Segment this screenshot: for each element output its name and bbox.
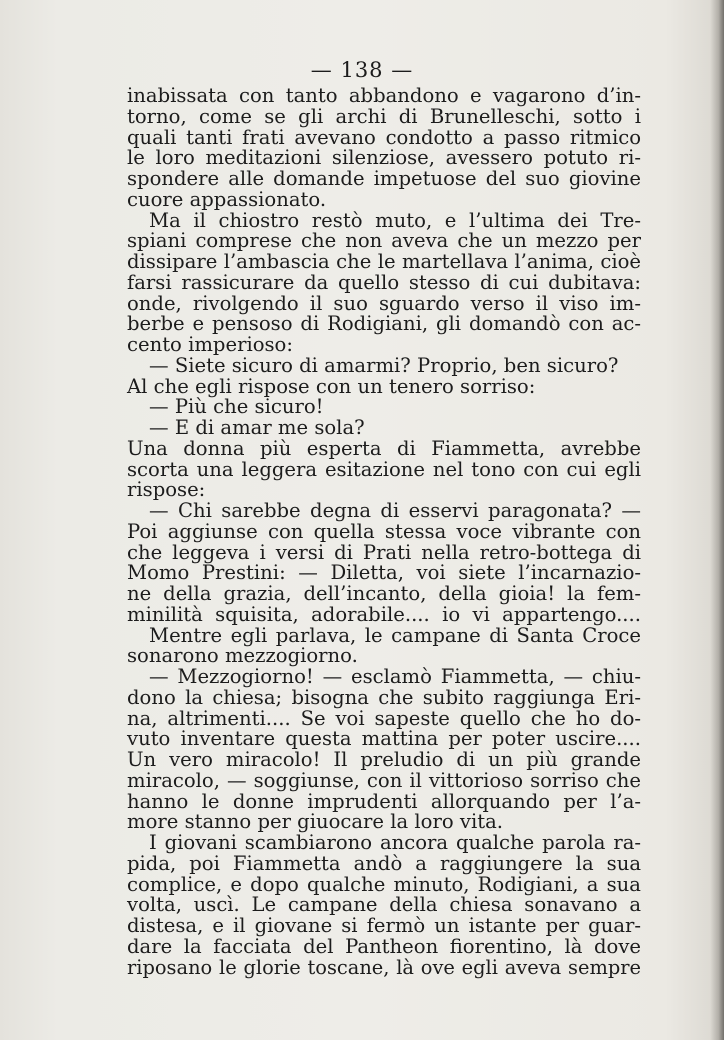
text-line: I giovani scambiarono ancora qualche parola ra- [149,831,641,854]
text-line: — Chi sarebbe degna di esservi paragonata? — [149,499,641,522]
text-line: — Mezzogiorno! — esclamò Fiammetta, — chiu- [149,665,641,688]
text-line: Un vero miracolo! Il preludio di un più grande [127,748,641,771]
text-line: cento imperioso: [127,333,293,356]
text-line: cuore appassionato. [127,187,327,211]
text-line: — Più che sicuro! [149,395,324,419]
text-line: pida, poi Fiammetta andò a raggiungere la sua [127,851,641,875]
text-line: berbe e pensoso di Rodigiani, gli domandò con ac- [127,312,641,336]
text-line: vuto inventare questa mattina per poter uscire.... [127,727,641,751]
text-line: hanno le donne imprudenti allorquando per l’a- [127,789,641,813]
text-line: Una donna più esperta di Fiammetta, avrebbe [127,436,641,460]
text-line: sonarono mezzogiorno. [127,644,358,668]
text-line: dissipare l’ambascia che le martellava l’anima, cioè [127,250,641,273]
text-line: spondere alle domande impetuose del suo giovine [127,167,641,190]
text-line: che leggeva i versi di Prati nella retro-bottega di [127,540,641,564]
text-line: — Siete sicuro di amarmi? Proprio, ben sicuro? [149,353,619,377]
text-line: rispose: [127,478,206,502]
text-line: minilità squisita, adorabile.... io vi appartengo.... [127,602,641,626]
text-line: dono la chiesa; bisogna che subito raggiunga Eri- [127,685,641,709]
page-edge-shadow [710,0,724,1040]
text-line: — E di amar me sola? [149,416,365,439]
text-line: complice, e dopo qualche minuto, Rodigiani, a sua [127,872,641,896]
text-line: torno, come se gli archi di Brunelleschi, sotto i [127,104,641,128]
text-line: riposano le glorie toscane, là ove egli aveva sempre [127,955,641,979]
text-line: Al che egli rispose con un tenero sorriso: [127,374,536,398]
text-line: quali tanti frati avevano condotto a passo ritmico [127,125,641,149]
text-line: scorta una leggera esitazione nel tono con cui egli [127,457,641,481]
text-line: more stanno per giuocare la loro vita. [127,810,503,834]
text-line: Ma il chiostro restò muto, e l’ultima dei Tre- [149,208,641,232]
text-line: spiani comprese che non aveva che un mezzo per [127,229,641,253]
text-line: ne della grazia, dell’incanto, della gioia! la fem- [127,582,641,605]
text-line: farsi rassicurare da quello stesso di cui dubitava: [127,270,641,294]
text-line: distesa, e il giovane si fermò un istante per guar- [127,914,641,937]
text-line: miracolo, — soggiunse, con il vittorioso sorriso che [127,768,641,792]
text-line: onde, rivolgendo il suo sguardo verso il viso im- [127,291,641,315]
text-line: Mentre egli parlava, le campane di Santa Croce [149,623,641,647]
text-line: inabissata con tanto abbandono e vagarono d’in- [127,84,641,107]
page-number: — 138 — [310,58,414,82]
text-line: na, altrimenti.... Se voi sapeste quello che ho do- [127,706,641,730]
body-text [127,86,641,978]
text-line: le loro meditazioni silenziose, avessero potuto ri- [127,146,641,170]
text-line: volta, uscì. Le campane della chiesa sonavano a [127,893,641,917]
text-line: Momo Prestini: — Diletta, voi siete l’incarnazio- [127,561,641,585]
text-line: dare la facciata del Pantheon fiorentino, là dove [127,934,641,958]
text-line: Poi aggiunse con quella stessa voce vibrante con [127,519,641,543]
